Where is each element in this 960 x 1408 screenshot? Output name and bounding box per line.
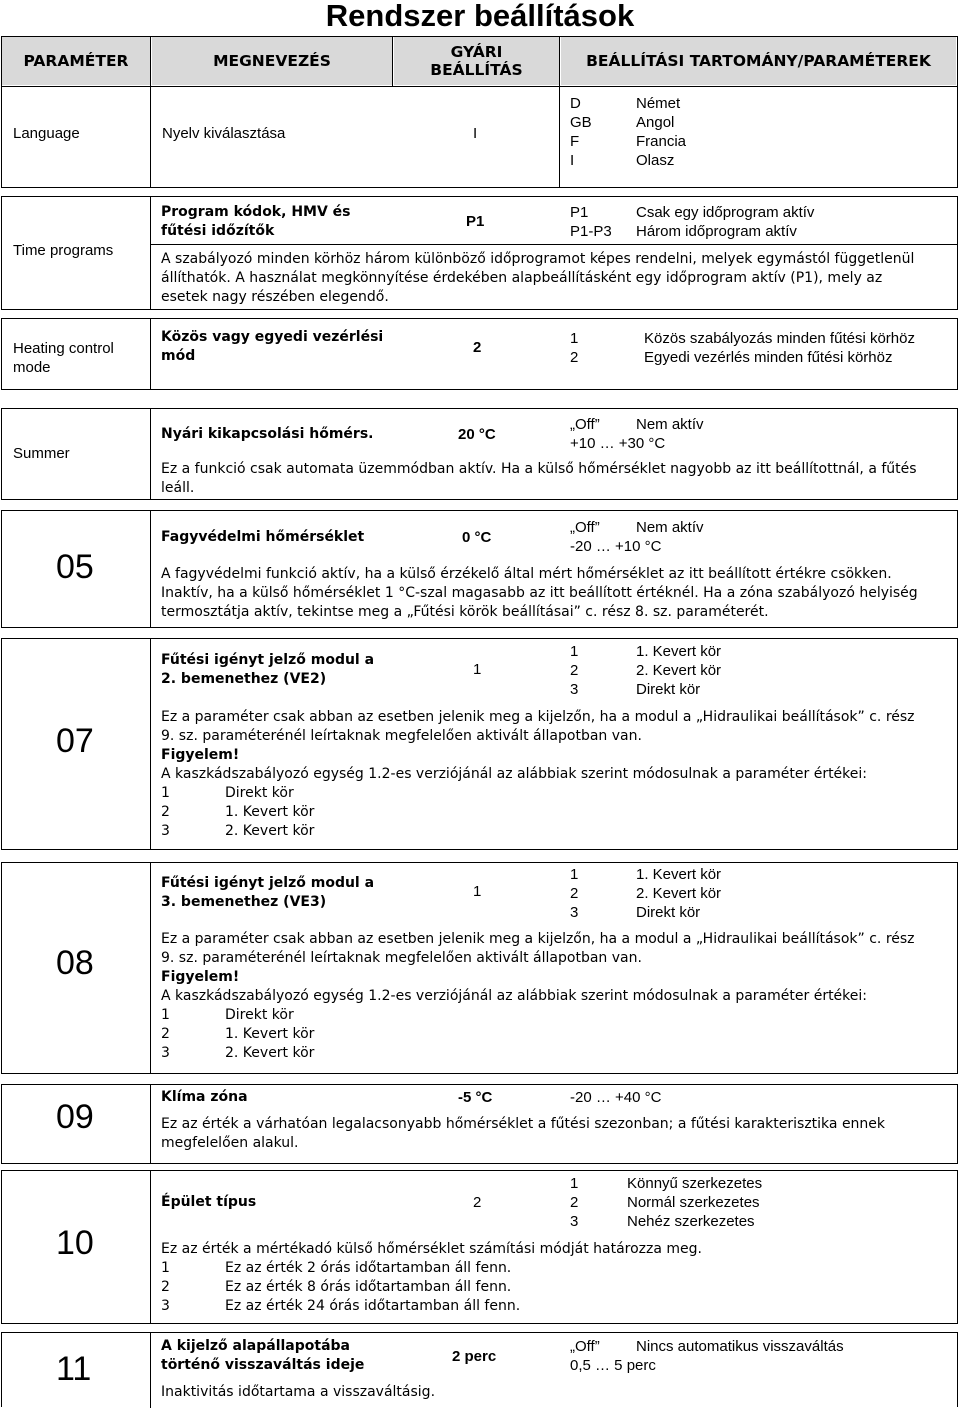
description-summer (161, 460, 951, 498)
desc-line: esetek nagy részében elegendő. (161, 289, 389, 305)
name-line: mód (161, 348, 196, 364)
name-line: 2. bemenethez (VE2) (161, 671, 327, 687)
option-key: 1 (570, 330, 579, 347)
list-value: Ez az érték 24 órás időtartamban áll fenn. (225, 1298, 521, 1314)
list-key: 1 (161, 1007, 170, 1023)
options-08 (570, 865, 578, 922)
option-value: Csak egy időprogram aktív (636, 204, 815, 221)
param-10: 10 (56, 1224, 94, 1262)
desc-line: állíthatók. A használat megkönnyítése érdekében alapbeállításként egy időprogram aktív (P1), mely az (161, 270, 883, 286)
option-values-07 (636, 642, 721, 699)
warning-label: Figyelem! (161, 747, 240, 763)
list-value: 2. Kevert kör (225, 823, 315, 839)
option-key: 1 (570, 1175, 579, 1192)
list-item (161, 803, 951, 822)
name-11 (161, 1337, 364, 1375)
range-09: -20 … +40 °C (570, 1089, 662, 1106)
option-key: „Off” (570, 519, 600, 536)
param-heating-mode (13, 339, 114, 377)
desc-line: megfelelően alakul. (161, 1135, 299, 1151)
option-key: 3 (570, 904, 579, 921)
option-key: +10 … +30 °C (570, 435, 666, 452)
name-10: Épület típus (161, 1194, 257, 1210)
summer-option-values (636, 415, 704, 434)
option-values-11 (636, 1337, 844, 1356)
option-key: 1 (570, 643, 579, 660)
list-key: 1 (161, 785, 170, 801)
default-heating-mode: 2 (473, 339, 482, 356)
desc-line: Ez a paraméter csak abban az esetben jelenik meg a kijelzőn, ha a modul a „Hidraulikai beállítások” c. rész (161, 931, 915, 947)
note-line: A kaszkádszabályozó egység 1.2-es verziójánál az alábbiak szerint módosulnak a paraméter értékei: (161, 988, 868, 1004)
list-key: 2 (161, 1026, 170, 1042)
list-key: 3 (161, 823, 170, 839)
option-value: Német (636, 95, 681, 112)
language-option-values (636, 94, 686, 170)
language-options (570, 94, 592, 170)
param-07: 07 (56, 722, 94, 760)
param-09: 09 (56, 1098, 94, 1136)
name-heating-mode (161, 328, 383, 366)
option-value: Nem aktív (636, 519, 704, 536)
option-key: 3 (570, 681, 579, 698)
param-language: Language (13, 125, 80, 142)
desc-line: Ez az érték a várhatóan legalacsonyabb hőmérséklet a fűtési szezonban; a fűtési karakterisztika ennek (161, 1116, 886, 1132)
header-param: PARAMÉTER (2, 37, 150, 85)
warning-label: Figyelem! (161, 969, 240, 985)
default-10: 2 (473, 1194, 482, 1211)
option-key: 2 (570, 885, 579, 902)
desc-line: 9. sz. paraméterénél leírtaknak megfelelően aktivált állapotban van. (161, 950, 642, 966)
option-value: 1. Kevert kör (636, 643, 722, 660)
list-item (161, 1025, 951, 1044)
option-value: Nehéz szerkezetes (627, 1213, 755, 1230)
options-10 (570, 1174, 578, 1231)
list-value: 1. Kevert kör (225, 804, 315, 820)
time-programs-options (570, 203, 612, 241)
option-value: Nem aktív (636, 416, 704, 433)
option-value: 1. Kevert kör (636, 866, 722, 883)
list-item (161, 1278, 951, 1297)
option-key: 2 (570, 349, 579, 366)
name-05: Fagyvédelmi hőmérséklet (161, 529, 365, 545)
heating-mode-options (570, 329, 578, 367)
option-key: GB (570, 114, 592, 131)
name-line: történő visszaváltás ideje (161, 1357, 365, 1373)
param-line: Heating control (13, 340, 114, 357)
default-09: -5 °C (458, 1089, 493, 1106)
name-time-programs (161, 203, 351, 241)
option-key: I (570, 152, 575, 169)
option-values-05 (636, 518, 704, 537)
default-time-programs: P1 (466, 213, 485, 230)
description-09 (161, 1115, 951, 1153)
list-value: Direkt kör (225, 785, 294, 801)
default-language: I (473, 125, 478, 142)
default-summer: 20 °C (458, 426, 496, 443)
desc-line: termosztátja aktív, tekintse meg a „Fűtési körök beállításai” c. rész 8. sz. paraméterét. (161, 604, 769, 620)
desc-line: leáll. (161, 480, 195, 496)
param-11: 11 (56, 1350, 92, 1388)
list-value: Ez az érték 8 órás időtartamban áll fenn. (225, 1279, 512, 1295)
default-08: 1 (473, 883, 482, 900)
option-key: „Off” (570, 416, 600, 433)
option-key: -20 … +10 °C (570, 538, 662, 555)
name-line: Fűtési igényt jelző modul a (161, 875, 375, 891)
description-11: Inaktivitás időtartama a visszaváltásig. (161, 1384, 436, 1400)
option-value: Francia (636, 133, 687, 150)
default-05: 0 °C (462, 529, 492, 546)
list-value: Ez az érték 2 órás időtartamban áll fenn. (225, 1260, 512, 1276)
option-value: Egyedi vezérlés minden fűtési körhöz (644, 349, 893, 366)
option-key: D (570, 95, 581, 112)
option-key: 1 (570, 866, 579, 883)
list-item (161, 1297, 951, 1316)
header-default (394, 37, 559, 85)
desc-line: A fagyvédelmi funkció aktív, ha a külső érzékelő által mért hőmérséklet az itt beállított értékre csökken. (161, 566, 892, 582)
option-value: Olasz (636, 152, 675, 169)
description-08 (161, 930, 951, 1063)
option-key: „Off” (570, 1338, 600, 1355)
description-10 (161, 1240, 951, 1316)
param-05: 05 (56, 548, 94, 586)
name-07 (161, 651, 374, 689)
option-value: Három időprogram aktív (636, 223, 797, 240)
time-programs-option-values (636, 203, 814, 241)
description-07 (161, 708, 951, 841)
option-values-08 (636, 865, 721, 922)
name-08 (161, 874, 374, 912)
option-value: 2. Kevert kör (636, 885, 722, 902)
desc-line: A szabályozó minden körhöz három különböző időprogramot képes rendelni, melyek egymástól függetlenül (161, 251, 915, 267)
option-key: 2 (570, 1194, 579, 1211)
list-item (161, 784, 951, 803)
list-key: 1 (161, 1260, 170, 1276)
option-value: Nincs automatikus visszaváltás (636, 1338, 844, 1355)
desc-line: Ez a paraméter csak abban az esetben jelenik meg a kijelzőn, ha a modul a „Hidraulikai beállítások” c. rész (161, 709, 915, 725)
list-value: 2. Kevert kör (225, 1045, 315, 1061)
name-language: Nyelv kiválasztása (162, 125, 286, 142)
option-value: Normál szerkezetes (627, 1194, 760, 1211)
list-item (161, 1044, 951, 1063)
header-default-label: GYÁRI BEÁLLÍTÁS (430, 43, 523, 79)
list-key: 2 (161, 1279, 170, 1295)
description-05 (161, 565, 951, 622)
desc-line: 9. sz. paraméterénél leírtaknak megfelelően aktivált állapotban van. (161, 728, 642, 744)
page-title: Rendszer beállítások (325, 0, 635, 33)
option-key: P1-P3 (570, 223, 612, 240)
option-key: 3 (570, 1213, 579, 1230)
name-summer: Nyári kikapcsolási hőmérs. (161, 426, 374, 442)
list-value: 1. Kevert kör (225, 1026, 315, 1042)
list-key: 2 (161, 804, 170, 820)
default-07: 1 (473, 661, 482, 678)
option-values-10 (627, 1174, 762, 1231)
option-value: Angol (636, 114, 675, 131)
default-11: 2 perc (452, 1348, 497, 1365)
list-value: Direkt kör (225, 1007, 294, 1023)
option-key: P1 (570, 204, 589, 221)
description-time-programs (161, 250, 951, 307)
list-item (161, 1006, 951, 1025)
desc-line: Inaktív, ha a külső hőmérséklet 1 °C-szal magasabb az itt beállított értéknél. Ha a zóna szabályozó helyiség (161, 585, 918, 601)
options-07 (570, 642, 578, 699)
header-name: MEGNEVEZÉS (152, 37, 392, 85)
option-value: Könnyű szerkezetes (627, 1175, 763, 1192)
list-item (161, 822, 951, 841)
name-line: 3. bemenethez (VE3) (161, 894, 327, 910)
option-value: 2. Kevert kör (636, 662, 722, 679)
name-line: Program kódok, HMV és (161, 204, 351, 220)
list-item (161, 1259, 951, 1278)
note-line: A kaszkádszabályozó egység 1.2-es verziójánál az alábbiak szerint módosulnak a paraméter értékei: (161, 766, 868, 782)
name-line: A kijelző alapállapotába (161, 1338, 351, 1354)
row-language (1, 86, 958, 188)
param-summer: Summer (13, 445, 70, 462)
list-key: 3 (161, 1298, 170, 1314)
param-line: mode (13, 359, 51, 376)
option-key: 0,5 … 5 perc (570, 1357, 656, 1374)
param-time-programs: Time programs (13, 242, 114, 259)
option-key: F (570, 133, 580, 150)
option-key: 2 (570, 662, 579, 679)
name-09: Klíma zóna (161, 1089, 248, 1105)
desc-line: Ez az érték a mértékadó külső hőmérséklet számítási módját határozza meg. (161, 1241, 702, 1257)
header-range: BEÁLLÍTÁSI TARTOMÁNY/PARAMÉTEREK (561, 37, 956, 85)
param-08: 08 (56, 944, 94, 982)
heating-mode-option-values (644, 329, 915, 367)
name-line: Fűtési igényt jelző modul a (161, 652, 375, 668)
name-line: Közös vagy egyedi vezérlési (161, 329, 384, 345)
list-key: 3 (161, 1045, 170, 1061)
name-line: fűtési időzítők (161, 223, 275, 239)
desc-line: Ez a funkció csak automata üzemmódban aktív. Ha a külső hőmérséklet nagyobb az itt beállítottnál, a fűtés (161, 461, 917, 477)
option-value: Direkt kör (636, 904, 701, 921)
option-value: Direkt kör (636, 681, 701, 698)
option-value: Közös szabályozás minden fűtési körhöz (644, 330, 915, 347)
